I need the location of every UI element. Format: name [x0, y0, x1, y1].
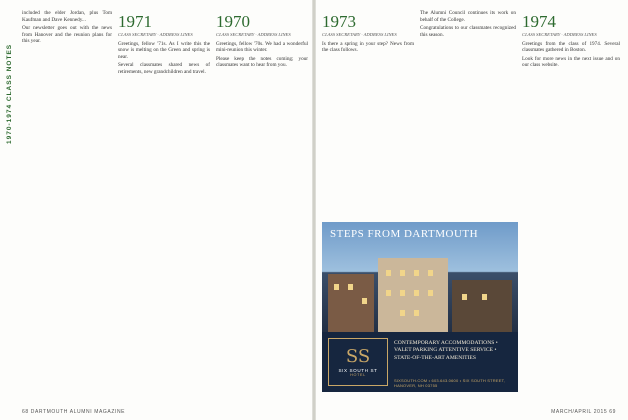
class-year-heading: 1971 — [118, 12, 152, 31]
column-paragraph: Greetings from the class of 1974. Several classmates gathered in Boston. — [522, 40, 620, 54]
column-paragraph: Our newsletter goes out with the news from Hanover and the reunion plans for this year. — [22, 25, 112, 45]
notes-column-2 — [118, 10, 210, 398]
class-secretary-line: CLASS SECRETARY · ADDRESS LINES — [322, 32, 397, 37]
notes-column-3 — [216, 10, 308, 398]
page-gutter — [312, 0, 316, 420]
window-light — [400, 270, 405, 276]
column-paragraph: Several classmates shared news of retirements, new grandchildren and travel. — [118, 62, 210, 75]
section-tab: 1970-1974 CLASS NOTES — [6, 43, 13, 144]
column-paragraph: included the elder Jordan, plus Tom Kaufman and Dave Kennedy... — [22, 10, 112, 23]
class-secretary-line: CLASS SECRETARY · ADDRESS LINES — [118, 32, 193, 37]
class-year-heading: 1973 — [322, 12, 356, 31]
window-light — [386, 270, 391, 276]
building-left — [328, 274, 374, 332]
notes-column-5 — [420, 10, 516, 220]
ad-headline: STEPS FROM DARTMOUTH — [330, 228, 479, 240]
building-right — [452, 280, 512, 332]
footer-right: MARCH/APRIL 2015 69 — [551, 409, 616, 415]
window-light — [414, 290, 419, 296]
hotel-advertisement[interactable] — [322, 222, 518, 392]
ad-amenities: CONTEMPORARY ACCOMMODATIONS • VALET PARKING ATTENTIVE SERVICE • STATE-OF-THE-ART AMENITIES — [394, 340, 498, 361]
window-light — [334, 284, 339, 290]
column-paragraph: Greetings, fellow '71s. As I write this the snow is melting on the Green and spring is near. — [118, 40, 210, 60]
hotel-logo-sub: HOTEL — [350, 372, 366, 377]
hotel-logo — [328, 338, 388, 386]
window-light — [428, 290, 433, 296]
footer-left: 68 DARTMOUTH ALUMNI MAGAZINE — [22, 409, 126, 415]
column-paragraph: Look for more news in the next issue and on our class website. — [522, 55, 620, 69]
window-light — [414, 310, 419, 316]
window-light — [462, 294, 467, 300]
window-light — [482, 294, 487, 300]
window-light — [400, 290, 405, 296]
class-year-heading: 1974 — [522, 12, 556, 31]
column-paragraph: Is there a spring in your step? News from the class follows. — [322, 40, 414, 54]
hotel-photo — [322, 222, 518, 332]
hotel-building — [378, 258, 448, 332]
class-secretary-line: CLASS SECRETARY · ADDRESS LINES — [522, 32, 597, 37]
class-secretary-line: CLASS SECRETARY · ADDRESS LINES — [216, 32, 291, 37]
window-light — [386, 290, 391, 296]
window-light — [348, 284, 353, 290]
column-paragraph: Please keep the notes coming; your classmates want to hear from you. — [216, 55, 308, 69]
window-light — [414, 270, 419, 276]
window-light — [428, 270, 433, 276]
hotel-logo-name: SIX SOUTH ST — [338, 367, 378, 373]
hotel-logo-mark: SS — [345, 345, 371, 367]
ad-contact-line[interactable]: SIXSOUTH.COM • 603.643.0600 • SIX SOUTH STREET, HANOVER, NH 03755 — [394, 378, 506, 388]
notes-column-4 — [322, 10, 414, 220]
window-light — [400, 310, 405, 316]
notes-column-1 — [22, 10, 112, 398]
class-year-heading: 1970 — [216, 12, 250, 31]
notes-column-6 — [522, 10, 620, 398]
column-paragraph: Greetings, fellow '70s. We had a wonderful mini-reunion this winter. — [216, 40, 308, 54]
column-paragraph: The Alumni Council continues its work on behalf of the College. — [420, 10, 516, 23]
window-light — [362, 298, 367, 304]
column-paragraph: Congratulations to our classmates recognized this season. — [420, 25, 516, 38]
